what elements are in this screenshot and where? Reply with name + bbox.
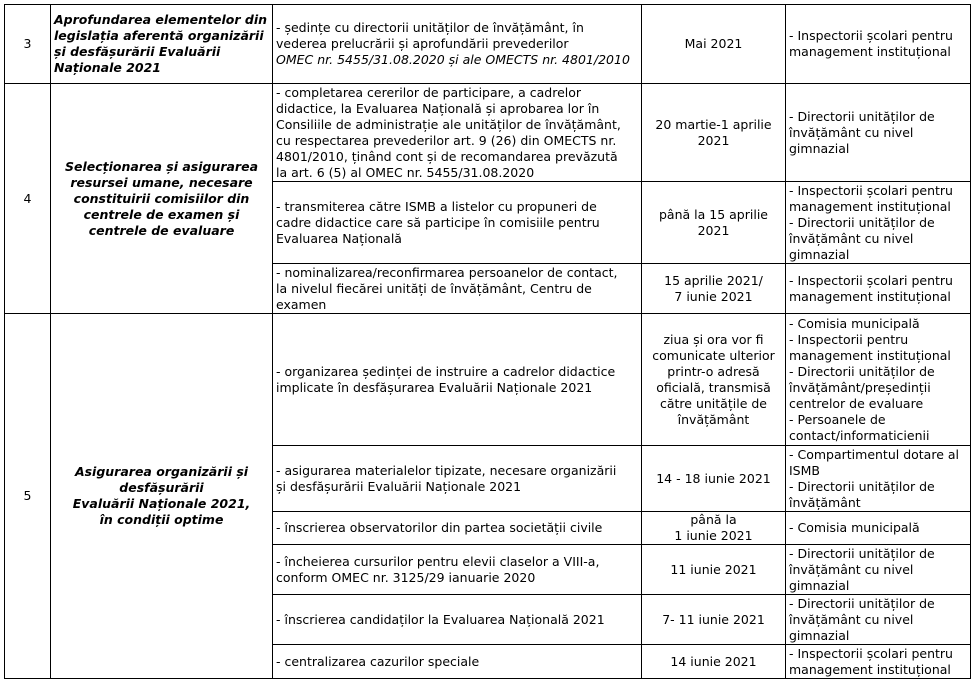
term-cell: 11 iunie 2021	[642, 545, 786, 595]
activity-cell: - organizarea ședinței de instruire a cadrelor didactice implicate în desfășurarea Evaluării Naționale 2021	[273, 314, 642, 446]
responsible-cell: - Inspectorii școlari pentru management instituțional	[786, 5, 971, 84]
table-row	[5, 5, 971, 84]
term-cell: până la 15 aprilie 2021	[642, 182, 786, 264]
table-row	[5, 84, 971, 182]
activity-cell: - înscrierea candidaților la Evaluarea Națională 2021	[273, 595, 642, 645]
activities-table	[4, 4, 971, 679]
term-cell: Mai 2021	[642, 5, 786, 84]
responsible-cell: - Comisia municipală	[786, 512, 971, 545]
activity-cell: - transmiterea către ISMB a listelor cu propuneri de cadre didactice care să participe în comisiile pentru Evaluarea Națională	[273, 182, 642, 264]
row-number: 4	[5, 84, 51, 314]
responsible-cell: - Inspectorii școlari pentru management instituțional	[786, 645, 971, 679]
activity-cell: - ședințe cu directorii unităților de învățământ, în vederea prelucrării și aprofundării prevederilor OMEC nr. 5455/31.08.2020 și ale OMECTS nr. 4801/2010	[273, 5, 642, 84]
term-cell: 7- 11 iunie 2021	[642, 595, 786, 645]
row-number: 3	[5, 5, 51, 84]
activity-cell: - nominalizarea/reconfirmarea persoanelor de contact, la nivelul fiecărei unități de învățământ, Centru de examen	[273, 264, 642, 314]
activity-cell: - centralizarea cazurilor speciale	[273, 645, 642, 679]
responsible-cell: - Directorii unităților de învățământ cu nivel gimnazial	[786, 545, 971, 595]
term-cell: 14 iunie 2021	[642, 645, 786, 679]
term-cell: până la 1 iunie 2021	[642, 512, 786, 545]
term-cell: 20 martie-1 aprilie 2021	[642, 84, 786, 182]
responsible-cell: - Inspectorii școlari pentru management instituțional - Directorii unităților de învățământ cu nivel gimnazial	[786, 182, 971, 264]
objective-cell: Aprofundarea elementelor din legislația aferentă organizării și desfășurării Evaluării Naționale 2021	[51, 5, 273, 84]
activity-cell: - înscrierea observatorilor din partea societății civile	[273, 512, 642, 545]
row-number: 5	[5, 314, 51, 679]
responsible-cell: - Comisia municipală - Inspectorii pentru management instituțional - Directorii unităților de învățământ/președinții centrelor de evaluare - Persoanele de contact/informaticienii	[786, 314, 971, 446]
activity-cell: - completarea cererilor de participare, a cadrelor didactice, la Evaluarea Națională și aprobarea lor în Consiliile de administrație ale unităților de învățământ, cu respectarea prevederilor art. 9 (26) din OMECTS nr. 4801/2010, ținând cont și de recomandarea prevăzută la art. 6 (5) al OMEC nr. 5455/31.08.2020	[273, 84, 642, 182]
responsible-cell: - Compartimentul dotare al ISMB - Directorii unităților de învățământ	[786, 446, 971, 512]
term-cell: 14 - 18 iunie 2021	[642, 446, 786, 512]
responsible-cell: - Directorii unităților de învățământ cu nivel gimnazial	[786, 595, 971, 645]
responsible-cell: - Inspectorii școlari pentru management instituțional	[786, 264, 971, 314]
activity-cell: - încheierea cursurilor pentru elevii claselor a VIII-a, conform OMEC nr. 3125/29 ianuarie 2020	[273, 545, 642, 595]
responsible-cell: - Directorii unităților de învățământ cu nivel gimnazial	[786, 84, 971, 182]
table-row	[5, 314, 971, 446]
term-cell: 15 aprilie 2021/ 7 iunie 2021	[642, 264, 786, 314]
term-cell: ziua și ora vor fi comunicate ulterior printr-o adresă oficială, transmisă către unitățile de învățământ	[642, 314, 786, 446]
objective-cell: Selecționarea și asigurarea resursei umane, necesare constituirii comisiilor din centrele de examen și centrele de evaluare	[51, 84, 273, 314]
objective-cell: Asigurarea organizării și desfășurării Evaluării Naționale 2021, în condiții optime	[51, 314, 273, 679]
activity-cell: - asigurarea materialelor tipizate, necesare organizării și desfășurării Evaluării Naționale 2021	[273, 446, 642, 512]
